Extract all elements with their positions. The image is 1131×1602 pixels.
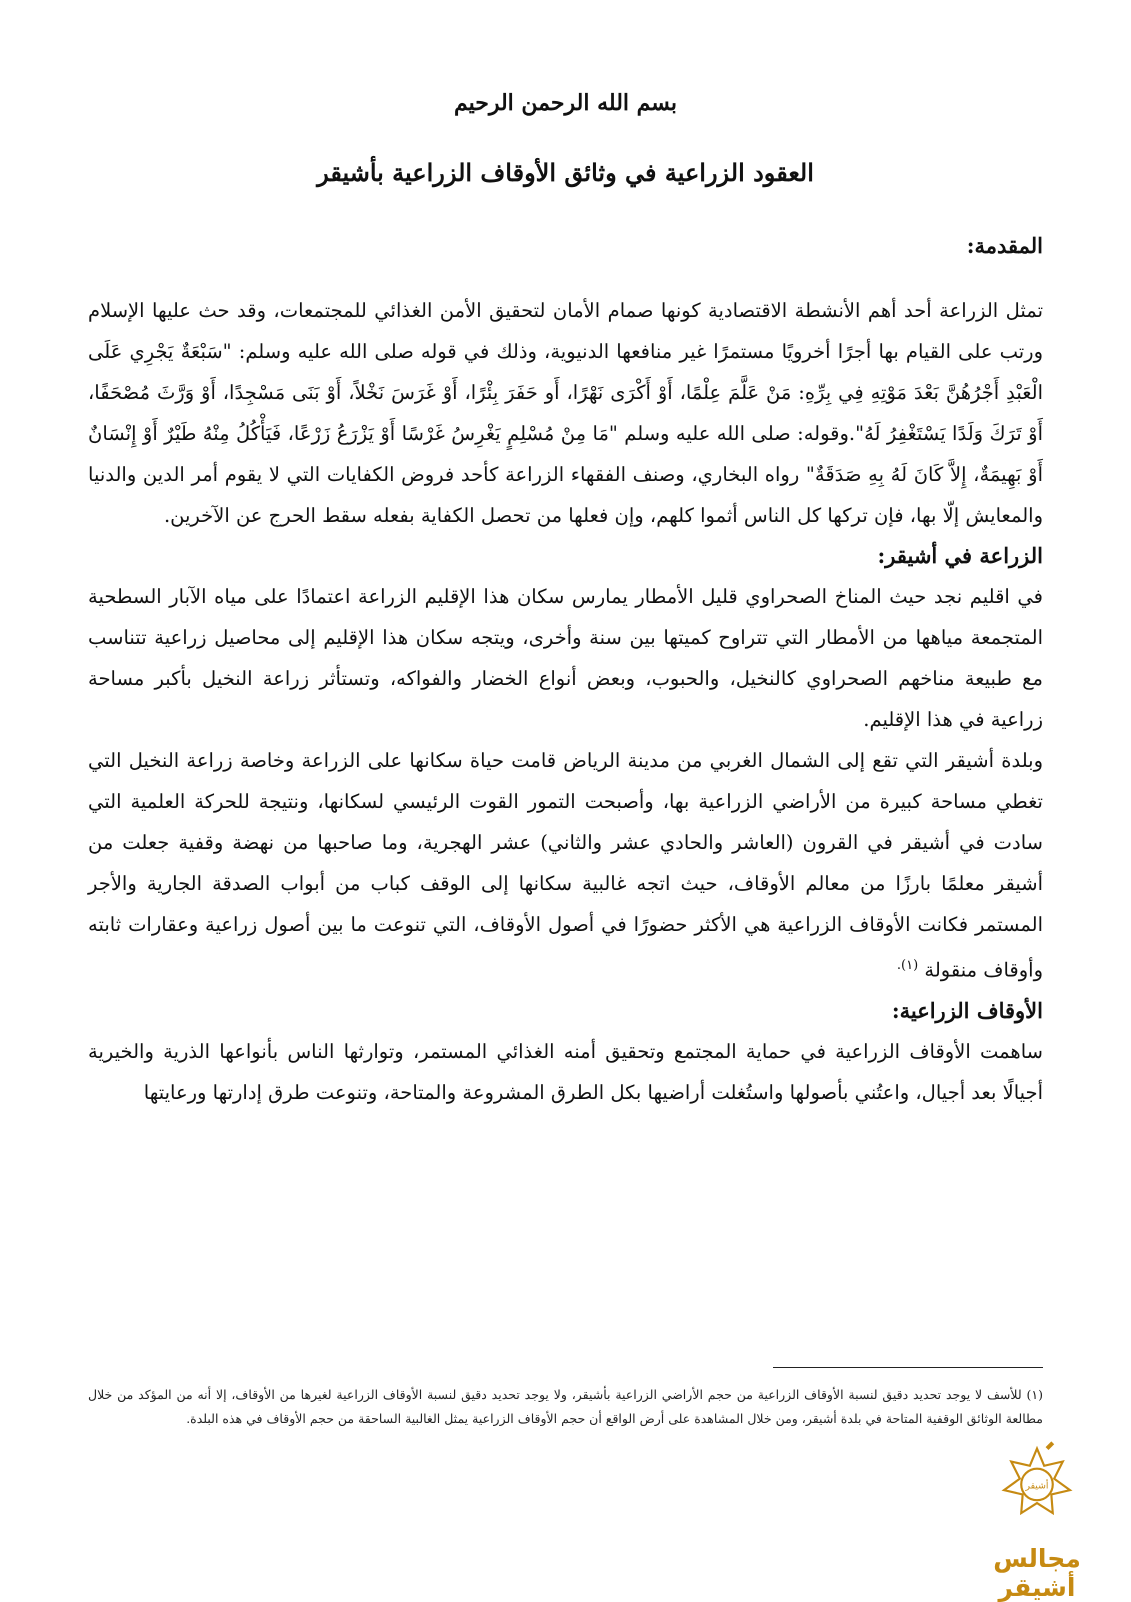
- footnote: (١) للأسف لا يوجد تحديد دقيق لنسبة الأوقاف الزراعية من حجم الأراضي الزراعية بأشيقر، ولا يوجد تحديد دقيق لنسبة الأوقاف الزراعية لغيرها من الأوقاف، إلا أنه من المؤكد من خلال مطالعة الوثائق الوقفية المتاحة في بلدة أشيقر، ومن خلال المشاهدة على أرض الواقع أن حجم الأوقاف الزراعية يمثل الغالبية الساحقة من حجم الأوقاف في هذه البلدة.: [88, 1387, 1043, 1426]
- agriculture-paragraph-2: [88, 740, 1043, 991]
- document-body: [88, 226, 1043, 1113]
- agriculture-paragraph-2-text: وبلدة أشيقر التي تقع إلى الشمال الغربي من مدينة الرياض قامت حياة سكانها على الزراعة وخاصة زراعة النخيل التي تغطي مساحة كبيرة من الأراضي الزراعية بها، وأصبحت التمور القوت الرئيسي لسكانها، ونتيجة للحركة العلمية التي سادت في أشيقر في القرون (العاشر والحادي عشر والثاني) عشر الهجرية، وما صاحبها من نهضة وقفية جعلت من أشيقر معلمًا بارزًا من معالم الأوقاف، حيث اتجه غالبية سكانها إلى الوقف كباب من أبواب الصدقة الجارية والأجر المستمر فكانت الأوقاف الزراعية هي الأكثر حضورًا في أصول الأوقاف، التي تنوعت ما بين أصول زراعية وعقارات ثابته وأوقاف منقولة: [88, 749, 1043, 982]
- majalis-ushaiqer-logo: [962, 1440, 1112, 1602]
- agriculture-heading: الزراعة في أشيقر:: [877, 543, 1043, 568]
- logo-caption: مجالس أشيقر: [993, 1544, 1081, 1602]
- intro-heading: المقدمة:: [966, 233, 1043, 258]
- star-emblem-icon: [1000, 1440, 1074, 1526]
- footnote-reference[interactable]: (١).: [896, 958, 919, 973]
- waqf-heading: الأوقاف الزراعية:: [891, 997, 1043, 1023]
- emblem-text: أشيقر: [1025, 1480, 1049, 1492]
- waqf-paragraph: ساهمت الأوقاف الزراعية في حماية المجتمع وتحقيق أمنه الغذائي المستمر، وتوارثها الناس بأنواعها الذرية والخيرية أجيالًا بعد أجيال، واعتُني بأصولها واستُغلت أراضيها بكل الطرق المشروعة والمتاحة، وتنوعت طرق إدارتها ورعايتها: [88, 1039, 1043, 1104]
- agriculture-paragraph-1: في اقليم نجد حيث المناخ الصحراوي قليل الأمطار يمارس سكان هذا الإقليم الزراعة اعتمادًا على مياه الآبار السطحية المتجمعة مياهها من الأمطار التي تتراوح كميتها بين سنة وأخرى، ويتجه سكان هذا الإقليم إلى محاصيل زراعية تتناسب مع طبيعة مناخهم الصحراوي كالنخيل، والحبوب، وبعض أنواع الخضار والفواكه، وتستأثر زراعة النخيل بأكبر مساحة زراعية في هذا الإقليم.: [88, 585, 1043, 731]
- intro-paragraph: تمثل الزراعة أحد أهم الأنشطة الاقتصادية كونها صمام الأمان لتحقيق الأمن الغذائي للمجتمعات، وقد حث عليها الإسلام ورتب على القيام بها أجرًا أخرويًا مستمرًا غير منافعها الدنيوية، وذلك في قوله صلى الله عليه وسلم: "سَبْعَةٌ يَجْرِي عَلَى الْعَبْدِ أَجْرُهُنَّ بَعْدَ مَوْتِهِ فِي بِرِّهِ: مَنْ عَلَّمَ عِلْمًا، أَوْ أَكْرَى نَهْرًا، أَو حَفَرَ بِئْرًا، أَوْ غَرَسَ نَخْلاً، أَوْ بَنَى مَسْجِدًا، أَوْ وَرَّثَ مُصْحَفًا، أَوْ تَرَكَ وَلَدًا يَسْتَغْفِرُ لَهُ".وقوله: صلى الله عليه وسلم "مَا مِنْ مُسْلِمٍ يَغْرِسُ غَرْسًا أَوْ يَزْرَعُ زَرْعًا، فَيَأْكُلُ مِنْهُ طَيْرٌ أَوْ إِنْسَانٌ أَوْ بَهِيمَةٌ، إِلاَّ كَانَ لَهُ بِهِ صَدَقَةٌ" رواه البخاري، وصنف الفقهاء الزراعة كأحد فروض الكفايات التي لا يقوم أمر الدين والدنيا والمعايش إلّا بها، فإن تركها كل الناس أثموا كلهم، وإن فعلها من تحصل الكفاية بفعله سقط الحرج عن الآخرين.: [88, 299, 1043, 527]
- document-title: العقود الزراعية في وثائق الأوقاف الزراعية بأشيقر: [317, 158, 814, 187]
- footnote-separator: [773, 1367, 1043, 1368]
- basmala: بسم الله الرحمن الرحيم: [453, 90, 678, 116]
